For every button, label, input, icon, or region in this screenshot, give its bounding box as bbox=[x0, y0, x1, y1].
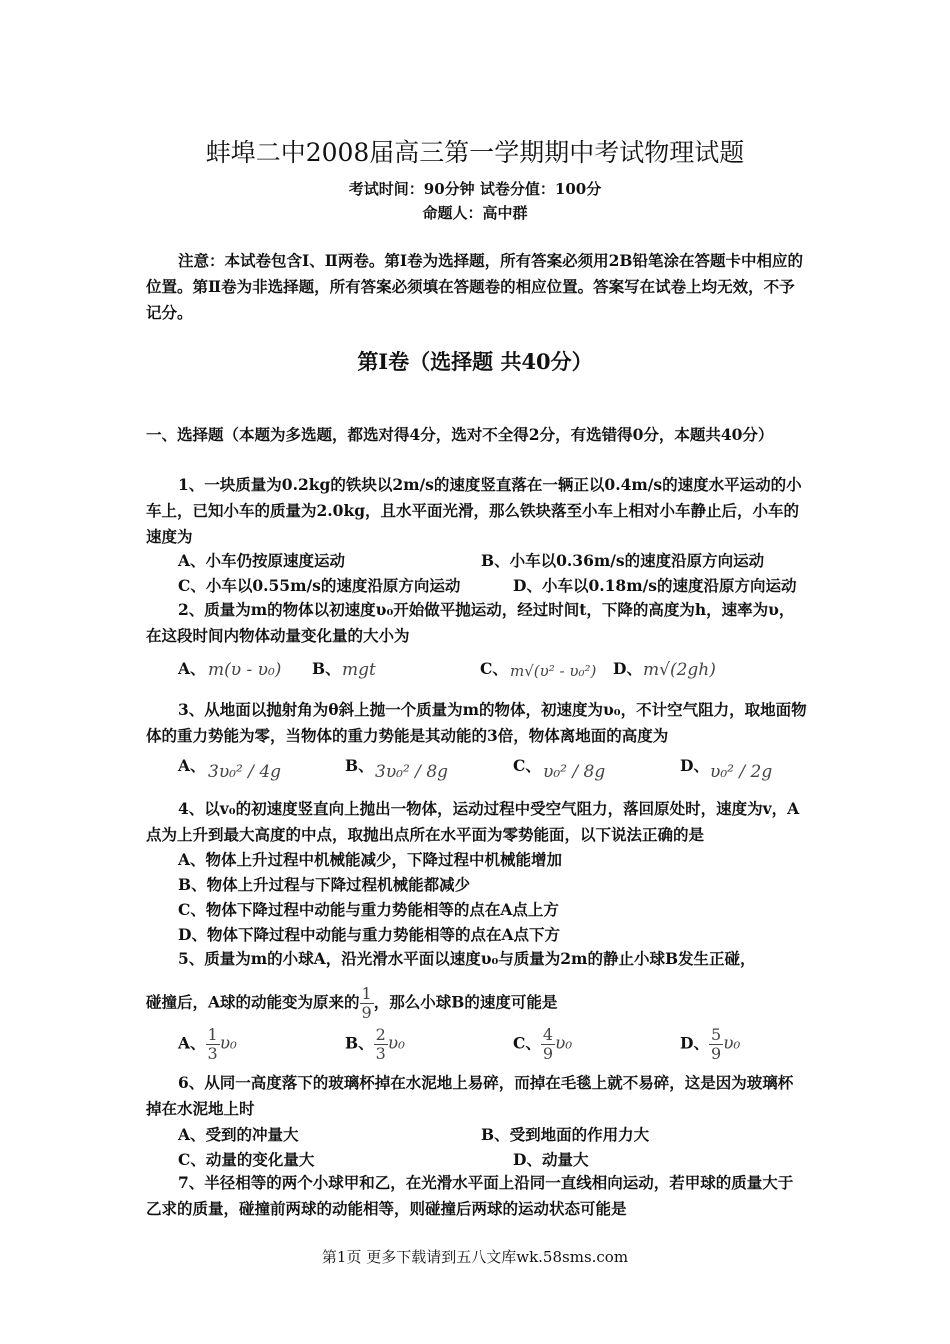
q4-option-d: D、物体下降过程中动能与重力势能相等的点在A点下方 bbox=[178, 925, 560, 944]
q5-stem-line2 bbox=[146, 985, 557, 1022]
notice-paragraph: 注意：本试卷包含Ⅰ、Ⅱ两卷。第Ⅰ卷为选择题，所有答案必须用2B铅笔涂在答题卡中相应的位置。第Ⅱ卷为非选择题，所有答案必须填在答题卷的相应位置。答案写在试卷上均无效，不予记分。 bbox=[146, 251, 803, 322]
q5-option-a-var: υ₀ bbox=[219, 1033, 237, 1054]
q5-option-d-var: υ₀ bbox=[723, 1033, 741, 1054]
q4-option-a: A、物体上升过程中机械能减少，下降过程中机械能增加 bbox=[178, 850, 563, 869]
q1-option-b: B、小车以0.36m/s的速度沿原方向运动 bbox=[481, 551, 765, 570]
fraction-denominator: 3 bbox=[375, 1044, 386, 1063]
q5-option-c-fraction bbox=[541, 1026, 555, 1063]
q3-option-b-label: B、 bbox=[345, 756, 374, 775]
q3-option-a-formula: 3υ₀² / 4g bbox=[208, 762, 282, 782]
q5-stem-fraction bbox=[360, 985, 374, 1022]
q3-stem: 3、从地面以抛射角为θ斜上抛一个质量为m的物体，初速度为υ₀，不计空气阻力，取地面物体的重力势能为零，当物体的重力势能是其动能的3倍，物体离地面的高度为 bbox=[146, 700, 807, 745]
q2-option-c-label: C、 bbox=[480, 659, 508, 678]
q5-stem-text-b: ，那么小球B的速度可能是 bbox=[373, 992, 558, 1012]
exam-info: 考试时间：90分钟 试卷分值：100分 bbox=[348, 180, 602, 198]
q2-stem: 2、质量为m的物体以初速度υ₀开始做平抛运动，经过时间t，下降的高度为h，速率为υ，在这段时间内物体动量变化量的大小为 bbox=[146, 600, 795, 645]
q5-option-a bbox=[178, 1026, 237, 1063]
q6-option-a: A、受到的冲量大 bbox=[178, 1125, 299, 1144]
q4-option-b: B、物体上升过程与下降过程机械能都减少 bbox=[178, 875, 471, 894]
q2-option-c-formula: m√(υ² - υ₀²) bbox=[510, 662, 597, 680]
q5-option-a-label: A、 bbox=[178, 1033, 206, 1053]
q1-stem: 1、一块质量为0.2kg的铁块以2m/s的速度竖直落在一辆正以0.4m/s的速度水平运动的小车上，已知小车的质量为2.0kg，且水平面光滑，那么铁块落至小车上相对小车静止后，小车的速度为 bbox=[146, 475, 802, 546]
fraction-denominator: 9 bbox=[710, 1044, 722, 1063]
fraction-denominator: 9 bbox=[542, 1044, 554, 1063]
fraction-denominator: 3 bbox=[207, 1044, 218, 1063]
q2-option-d-label: D、 bbox=[613, 659, 642, 678]
q3-option-d-formula: υ₀² / 2g bbox=[710, 762, 773, 782]
q3-option-a-label: A、 bbox=[178, 756, 206, 775]
q2-option-b-label: B、 bbox=[312, 659, 341, 678]
q2-option-d-formula: m√(2gh) bbox=[643, 660, 716, 680]
q2-option-a-formula: m(υ - υ₀) bbox=[208, 660, 282, 680]
fraction-numerator: 4 bbox=[542, 1025, 554, 1044]
q5-option-d-label: D、 bbox=[680, 1033, 709, 1053]
q6-option-b: B、受到地面的作用力大 bbox=[481, 1125, 650, 1144]
q2-option-b-formula: mgt bbox=[342, 660, 376, 680]
q3-option-d-label: D、 bbox=[680, 756, 709, 775]
q1-option-d: D、小车以0.18m/s的速度沿原方向运动 bbox=[513, 576, 797, 595]
fraction-numerator: 2 bbox=[375, 1025, 386, 1044]
page-footer: 第1页 更多下载请到五八文库wk.58sms.com bbox=[321, 1248, 629, 1266]
q1-option-c: C、小车以0.55m/s的速度沿原方向运动 bbox=[178, 576, 461, 595]
author-line: 命题人：高中群 bbox=[422, 204, 528, 222]
q3-option-b-formula: 3υ₀² / 8g bbox=[375, 762, 449, 782]
q4-option-c: C、物体下降过程中动能与重力势能相等的点在A点上方 bbox=[178, 900, 559, 919]
q3-option-c-formula: υ₀² / 8g bbox=[543, 762, 606, 782]
q1-option-a: A、小车仍按原速度运动 bbox=[178, 551, 346, 570]
q5-option-b-fraction bbox=[374, 1026, 388, 1063]
q5-stem-line1: 5、质量为m的小球A，沿光滑水平面以速度υ₀与质量为2m的静止小球B发生正碰， bbox=[178, 949, 756, 968]
fraction-numerator: 5 bbox=[710, 1025, 722, 1044]
q5-option-d-fraction bbox=[709, 1026, 723, 1063]
q6-stem: 6、从同一高度落下的玻璃杯掉在水泥地上易碎，而掉在毛毯上就不易碎，这是因为玻璃杯掉在水泥地上时 bbox=[146, 1073, 794, 1118]
section-title: 第Ⅰ卷（选择题 共40分） bbox=[357, 349, 593, 374]
q5-option-c-label: C、 bbox=[513, 1033, 541, 1053]
q7-stem: 7、半径相等的两个小球甲和乙，在光滑水平面上沿同一直线相向运动，若甲球的质量大于乙求的质量，碰撞前两球的动能相等，则碰撞后两球的运动状态可能是 bbox=[146, 1173, 794, 1218]
q4-stem: 4、以v₀的初速度竖直向上抛出一物体，运动过程中受空气阻力，落回原处时，速度为v，A点为上升到最大高度的中点，取抛出点所在水平面为零势能面，以下说法正确的是 bbox=[146, 799, 800, 844]
q5-option-b-label: B、 bbox=[345, 1033, 374, 1053]
q5-option-c-var: υ₀ bbox=[555, 1033, 573, 1054]
fraction-numerator: 1 bbox=[361, 984, 372, 1003]
fraction-denominator: 9 bbox=[361, 1003, 372, 1022]
q5-option-a-fraction bbox=[206, 1026, 220, 1063]
q6-option-d: D、动量大 bbox=[513, 1150, 589, 1169]
q3-option-c-label: C、 bbox=[513, 756, 541, 775]
q5-stem-text-a: 碰撞后，A球的动能变为原来的 bbox=[146, 992, 360, 1012]
q5-option-d bbox=[680, 1026, 740, 1063]
q6-option-c: C、动量的变化量大 bbox=[178, 1150, 315, 1169]
q5-option-b-var: υ₀ bbox=[387, 1033, 405, 1054]
q5-option-c bbox=[513, 1026, 572, 1063]
fraction-numerator: 1 bbox=[207, 1025, 218, 1044]
page-title: 蚌埠二中2008届高三第一学期期中考试物理试题 bbox=[205, 138, 745, 167]
q5-option-b bbox=[345, 1026, 405, 1063]
q2-option-a-label: A、 bbox=[178, 659, 206, 678]
part1-intro: 一、选择题（本题为多选题，都选对得4分，选对不全得2分，有选错得0分，本题共40分） bbox=[146, 425, 774, 444]
